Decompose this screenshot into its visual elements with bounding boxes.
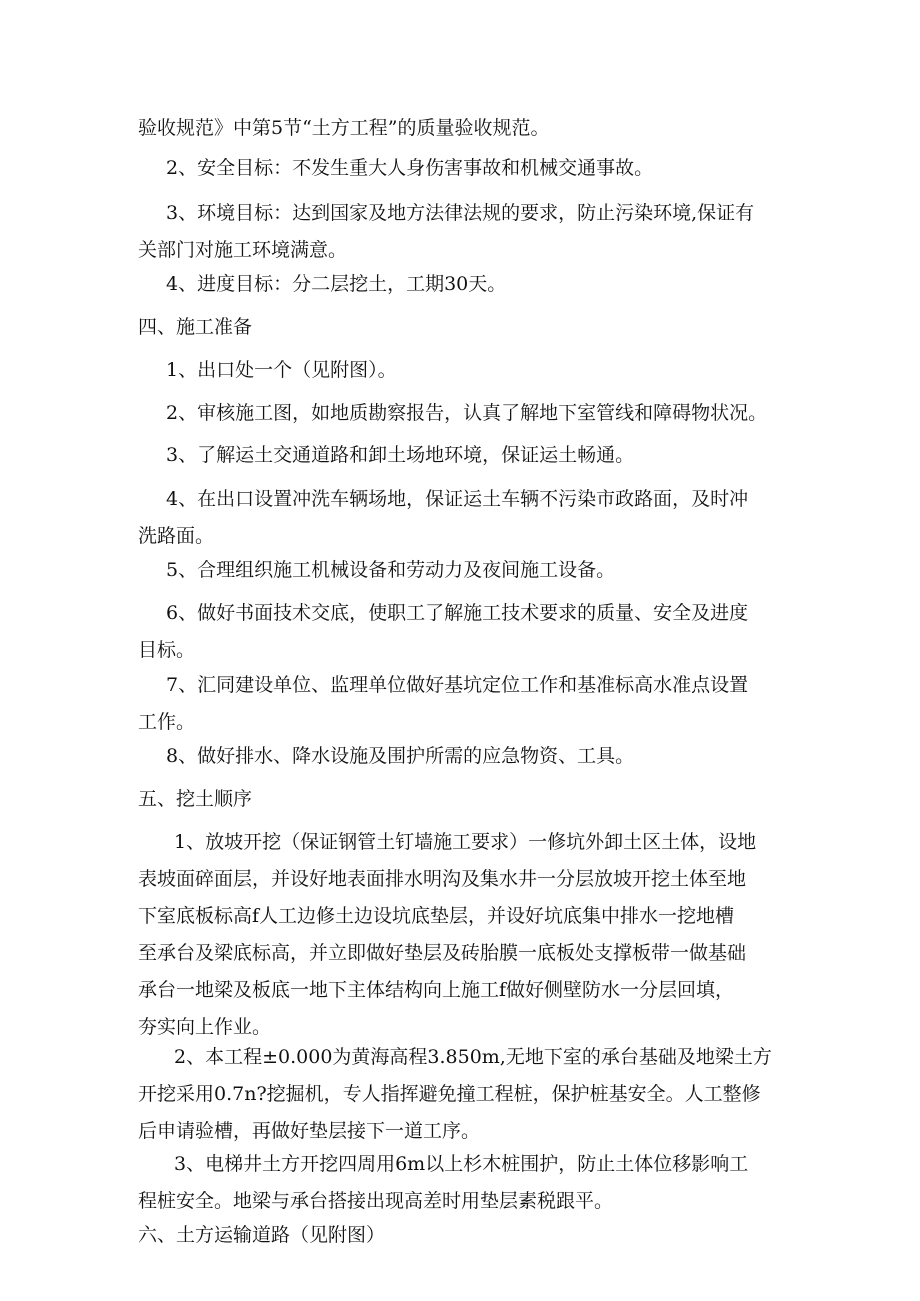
text-line: 关部门对施工环境满意。 <box>138 239 348 261</box>
paragraph-acceptance-spec <box>138 110 798 147</box>
text-line: 至承台及梁底标高，并立即做好垫层及砖胎膜一底板处支撑板带一做基础 <box>138 942 747 964</box>
paragraph-environment-goal <box>138 195 798 269</box>
text-line: 目标。 <box>138 639 196 661</box>
paragraph-excavation-2 <box>138 1039 798 1150</box>
paragraph-prep-7 <box>138 667 798 741</box>
paragraph-prep-4 <box>138 481 798 555</box>
text-line: 承台一地梁及板底一地下主体结构向上施工f做好侧壁防水一分层回填， <box>138 979 735 1001</box>
paragraph-safety-goal <box>138 150 798 187</box>
text-line: 洗路面。 <box>138 525 215 547</box>
paragraph-prep-8 <box>138 738 798 775</box>
paragraph-schedule-goal <box>138 266 798 303</box>
text-line: 7、汇同建设单位、监理单位做好基坑定位工作和基准标高水准点设置 <box>166 674 749 696</box>
text-line: 3、环境目标：达到国家及地方法律法规的要求，防止污染环境,保证有 <box>166 202 755 224</box>
text-line: 表坡面碎面层，并设好地表面排水明沟及集水井一分层放坡开挖土体至地 <box>138 868 747 890</box>
text-line: 工作。 <box>138 711 196 733</box>
heading-text: 六、土方运输道路（见附图） <box>138 1224 386 1246</box>
text-line: 后申请验槽，再做好垫层接下一道工序。 <box>138 1120 481 1142</box>
paragraph-prep-1 <box>138 352 798 389</box>
paragraph-prep-5 <box>138 552 798 589</box>
text-line: 8、做好排水、降水设施及围护所需的应急物资、工具。 <box>166 745 635 767</box>
paragraph-prep-6 <box>138 595 798 669</box>
section-heading-excavation-order <box>138 781 798 818</box>
text-line: 2、安全目标：不发生重大人身伤害事故和机械交通事故。 <box>166 157 654 179</box>
text-line: 2、本工程±0.000为黄海高程3.850m,无地下室的承台基础及地梁土方 <box>174 1046 772 1068</box>
heading-text: 五、挖土顺序 <box>138 788 253 810</box>
text-line: 3、电梯井土方开挖四周用6m以上杉木桩围护，防止土体位移影响工 <box>174 1153 749 1175</box>
text-line: 程桩安全。地梁与承台搭接出现高差时用垫层素税跟平。 <box>138 1190 614 1212</box>
paragraph-excavation-1 <box>138 824 798 1046</box>
text-line: 4、在出口设置冲洗车辆场地，保证运土车辆不污染市政路面，及时冲 <box>166 488 749 510</box>
text-line: 3、了解运土交通道路和卸土场地环境，保证运土畅通。 <box>166 444 635 466</box>
section-heading-construction-prep <box>138 309 798 346</box>
text-line: 开挖采用0.7n?挖掘机，专人指挥避免撞工程桩，保护桩基安全。人工整修 <box>138 1083 761 1105</box>
text-line: 下室底板标高f人工边修土边设坑底垫层，并设好坑底集中排水一挖地槽 <box>138 905 735 927</box>
text-line: 6、做好书面技术交底，使职工了解施工技术要求的质量、安全及进度 <box>166 602 749 624</box>
paragraph-prep-3 <box>138 437 798 474</box>
text-line: 1、出口处一个（见附图）。 <box>166 359 397 381</box>
heading-text: 四、施工准备 <box>138 316 253 338</box>
paragraph-excavation-3 <box>138 1146 798 1220</box>
text-line: 验收规范》中第5节“土方工程”的质量验收规范。 <box>138 117 550 139</box>
text-line: 5、合理组织施工机械设备和劳动力及夜间施工设备。 <box>166 559 616 581</box>
paragraph-prep-2 <box>138 395 798 432</box>
text-line: 夯实向上作业。 <box>138 1016 272 1038</box>
text-line: 4、进度目标：分二层挖土，工期30天。 <box>166 273 507 295</box>
text-line: 1、放坡开挖（保证钢管土钉墙施工要求）一修坑外卸土区土体，设地 <box>174 831 757 853</box>
text-line: 2、审核施工图，如地质勘察报告，认真了解地下室管线和障碍物状况。 <box>166 402 768 424</box>
section-heading-earth-transport-road <box>138 1217 798 1254</box>
